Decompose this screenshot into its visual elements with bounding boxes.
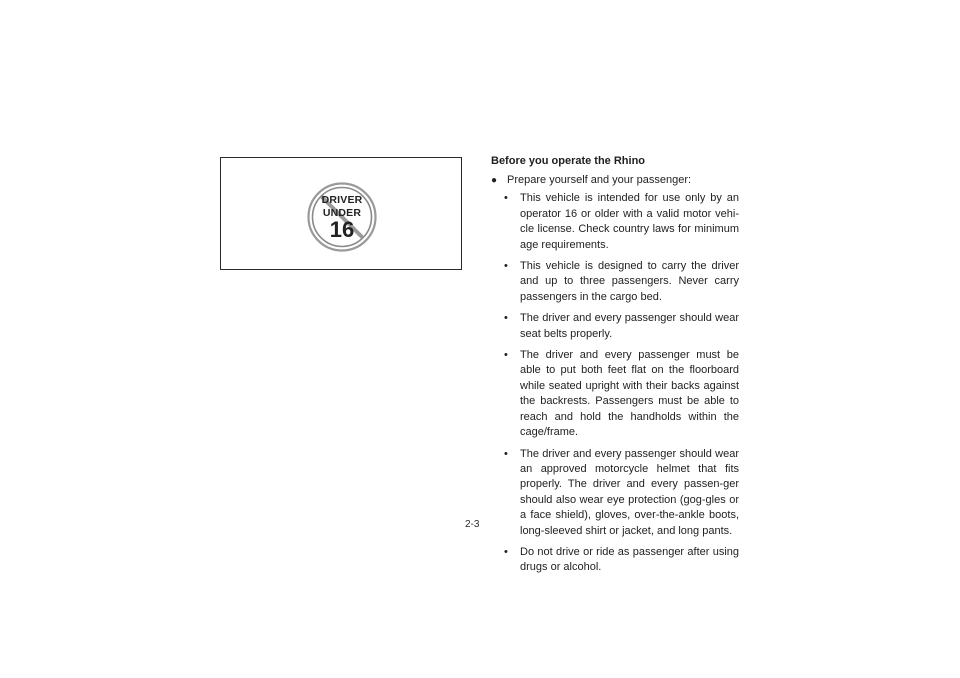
bullet-dot-icon: •: [504, 192, 508, 205]
sign-text-age: 16: [329, 217, 355, 242]
list-item: [491, 191, 739, 253]
list-item-text: Do not drive or ride as passenger after using drugs or alcohol.: [520, 545, 739, 574]
list-item-text: This vehicle is designed to carry the driver and up to three passengers. Never carry passengers in the cargo bed.: [520, 260, 739, 303]
lead-bullet: [491, 173, 739, 188]
section-title: Before you operate the Rhino: [491, 155, 646, 167]
bullet-dot-icon: •: [504, 312, 508, 325]
bullet-dot-icon: •: [504, 260, 508, 273]
list-item: [491, 259, 739, 305]
list-item-text: This vehicle is intended for use only by an operator 16 or older with a valid motor vehi-cle license. Check country laws for minimum age requirements.: [520, 192, 739, 251]
list-item: [491, 447, 739, 539]
prohibition-sign-icon: [306, 181, 378, 253]
illustration-frame: [220, 157, 462, 270]
bullet-dot-icon: •: [504, 545, 508, 558]
text-column: [491, 154, 739, 582]
bullet-dot-icon: •: [504, 349, 508, 362]
list-item-text: The driver and every passenger must be able to put both feet flat on the floorboard while seated upright with their backs against the backrests. Passengers must be able to reach and hold the handholds within the cage/frame.: [520, 349, 739, 439]
list-item: [491, 545, 739, 576]
list-item-text: The driver and every passenger should wear an approved motorcycle helmet that fits properly. The driver and every passen-ger should also wear eye protection (gog-gles or a face shield), gloves, over-the-ankle boots, long-sleeved shirt or jacket, and long pants.: [520, 447, 739, 537]
list-item: [491, 311, 739, 342]
lead-text: Prepare yourself and your passenger:: [507, 174, 692, 186]
bullet-icon: ●: [491, 175, 498, 186]
requirements-list: [491, 191, 739, 575]
sign-text-under: UNDER: [322, 207, 362, 219]
bullet-dot-icon: •: [504, 447, 508, 460]
list-item: [491, 348, 739, 440]
page-number: 2-3: [465, 519, 480, 530]
sign-text-driver: DRIVER: [321, 194, 363, 206]
list-item-text: The driver and every passenger should wear seat belts properly.: [520, 312, 739, 340]
